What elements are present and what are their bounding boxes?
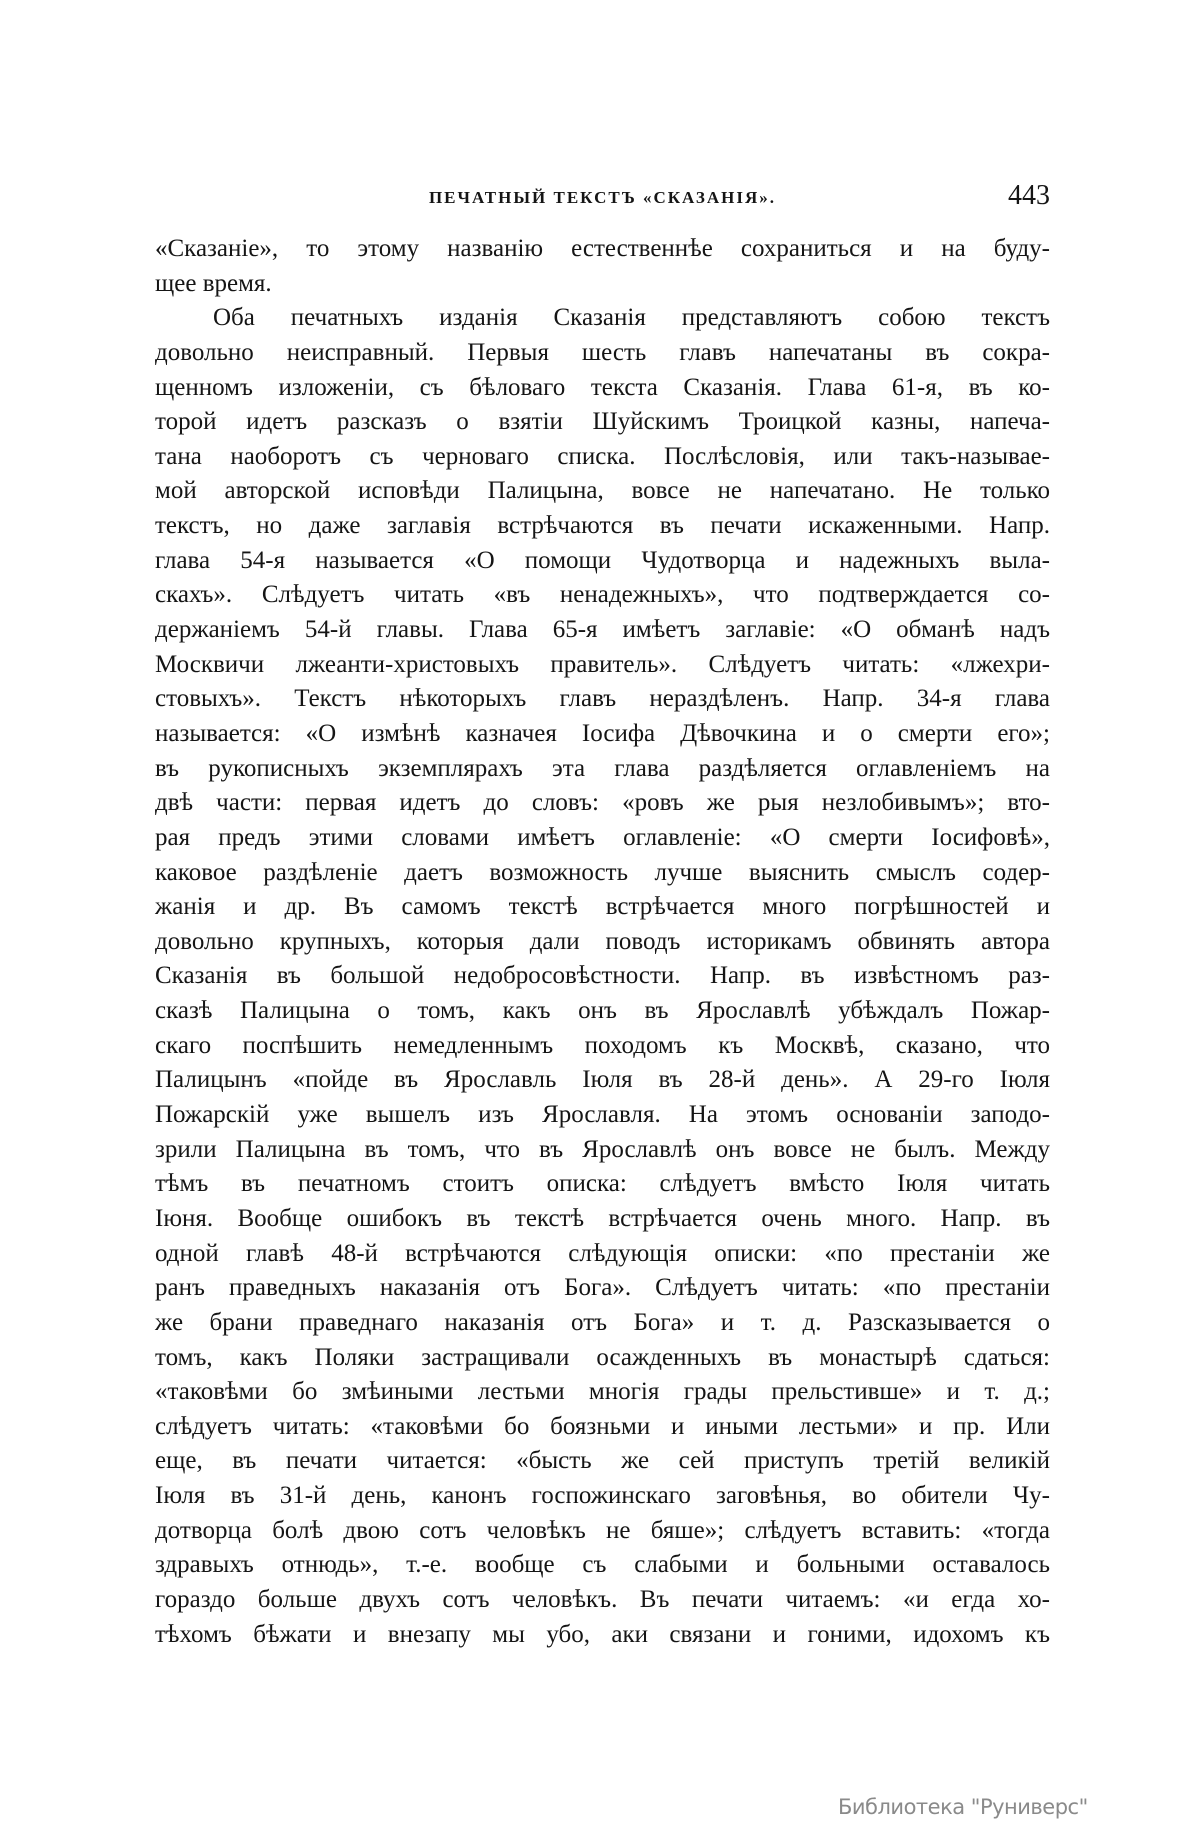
text-line: Іюня. Вообще ошибокъ въ текстѣ встрѣчается очень много. Напр. въ — [155, 1204, 1050, 1232]
library-watermark: Библиотека "Руниверс" — [838, 1795, 1088, 1819]
page-number: 443 — [1008, 180, 1050, 211]
text-line: стовыхъ». Текстъ нѣкоторыхъ главъ нераздѣленъ. Напр. 34-я глава — [155, 685, 1050, 713]
text-line: Палицынъ «пойде въ Ярославль Іюля въ 28-й день». А 29-го Іюля — [155, 1066, 1050, 1094]
text-line: тана наоборотъ съ черноваго списка. Послѣсловія, или такъ-называе- — [155, 442, 1050, 470]
text-line: Пожарскій уже вышелъ изъ Ярославля. На этомъ основаніи заподо- — [155, 1101, 1050, 1129]
text-line: глава 54-я называется «О помощи Чудотворца и надежныхъ выла- — [155, 546, 1050, 574]
text-line: довольно крупныхъ, которыя дали поводъ историкамъ обвинять автора — [155, 927, 1050, 955]
text-line: Москвичи лжеанти-христовыхъ правитель». Слѣдуетъ читать: «лжехри- — [155, 650, 1050, 678]
text-line: довольно неисправный. Первыя шесть главъ напечатаны въ сокра- — [155, 338, 1050, 366]
text-line: еще, въ печати читается: «бысть же сей приступъ третій великій — [155, 1447, 1050, 1475]
text-line: же брани праведнаго наказанія отъ Бога» и т. д. Разсказывается о — [155, 1308, 1050, 1336]
text-line: скаго поспѣшить немедленнымъ походомъ къ Москвѣ, сказано, что — [155, 1031, 1050, 1059]
text-line: здравыхъ отнюдь», т.-е. вообще съ слабыми и больными оставалось — [155, 1551, 1050, 1579]
text-line: слѣдуетъ читать: «таковѣми бо боязньми и иными лестьми» и пр. Или — [155, 1412, 1050, 1440]
text-line: «Сказаніе», то этому названію естественнѣе сохраниться и на буду- — [155, 235, 1050, 262]
text-line: скахъ». Слѣдуетъ читать «въ ненадежныхъ», что подтверждается со- — [155, 581, 1050, 609]
text-line: «таковѣми бо змѣиными лестьми многія грады прельстивше» и т. д.; — [155, 1378, 1050, 1406]
text-line: дотворца болѣ двою сотъ человѣкъ не бяше»; слѣдуетъ вставить: «тогда — [155, 1516, 1050, 1544]
text-line: щенномъ изложеніи, съ бѣловаго текста Сказанія. Глава 61-я, въ ко- — [155, 373, 1050, 401]
text-line: томъ, какъ Поляки застращивали осажденныхъ въ монастырѣ сдаться: — [155, 1343, 1050, 1371]
text-line: Сказанія въ большой недобросовѣстности. Напр. въ извѣстномъ раз- — [155, 962, 1050, 990]
text-line: гораздо больше двухъ сотъ человѣкъ. Въ печати читаемъ: «и егда хо- — [155, 1585, 1050, 1613]
text-line: мой авторской исповѣди Палицына, вовсе не напечатано. Не только — [155, 477, 1050, 505]
text-line: тѣмъ въ печатномъ стоитъ описка: слѣдуетъ вмѣсто Іюля читать — [155, 1170, 1050, 1198]
text-line: зрили Палицына въ томъ, что въ Ярославлѣ онъ вовсе не былъ. Между — [155, 1135, 1050, 1163]
running-title: ПЕЧАТНЫЙ ТЕКСТЪ «СКАЗАНІЯ». — [428, 188, 777, 207]
text-line: щее время. — [155, 269, 272, 297]
text-line: Іюля въ 31-й день, канонъ госпожинскаго заговѣнья, во обители Чу- — [155, 1482, 1050, 1510]
page-header — [155, 180, 1050, 216]
text-line: сказѣ Палицына о томъ, какъ онъ въ Ярославлѣ убѣждалъ Пожар- — [155, 997, 1050, 1025]
text-line: тѣхомъ бѣжати и внезапу мы убо, аки связани и гоними, идохомъ къ — [155, 1620, 1050, 1648]
text-line: каковое раздѣленіе даетъ возможность лучше выяснить смыслъ содер- — [155, 858, 1050, 886]
page-body-text — [155, 232, 1050, 1652]
text-line: держаніемъ 54-й главы. Глава 65-я имѣетъ заглавіе: «О обманѣ надъ — [155, 616, 1050, 644]
text-line: Оба печатныхъ изданія Сказанія представляютъ собою текстъ — [213, 304, 1050, 332]
text-line: рая предъ этими словами имѣетъ оглавленіе: «О смерти Іосифовѣ», — [155, 823, 1050, 851]
text-line: двѣ части: первая идетъ до словъ: «ровъ же рыя незлобивымъ»; вто- — [155, 789, 1050, 817]
text-line: торой идетъ разсказъ о взятіи Шуйскимъ Троицкой казны, напеча- — [155, 408, 1050, 436]
text-line: называется: «О измѣнѣ казначея Іосифа Дѣвочкина и о смерти его»; — [155, 719, 1050, 747]
text-line: въ рукописныхъ экземплярахъ эта глава раздѣляется оглавленіемъ на — [155, 754, 1050, 782]
text-line: текстъ, но даже заглавія встрѣчаются въ печати искаженными. Напр. — [155, 512, 1050, 540]
text-line: жанія и др. Въ самомъ текстѣ встрѣчается много погрѣшностей и — [155, 893, 1050, 921]
text-line: ранъ праведныхъ наказанія отъ Бога». Слѣдуетъ читать: «по престаніи — [155, 1274, 1050, 1302]
text-line: одной главѣ 48-й встрѣчаются слѣдующія описки: «по престаніи же — [155, 1239, 1050, 1267]
